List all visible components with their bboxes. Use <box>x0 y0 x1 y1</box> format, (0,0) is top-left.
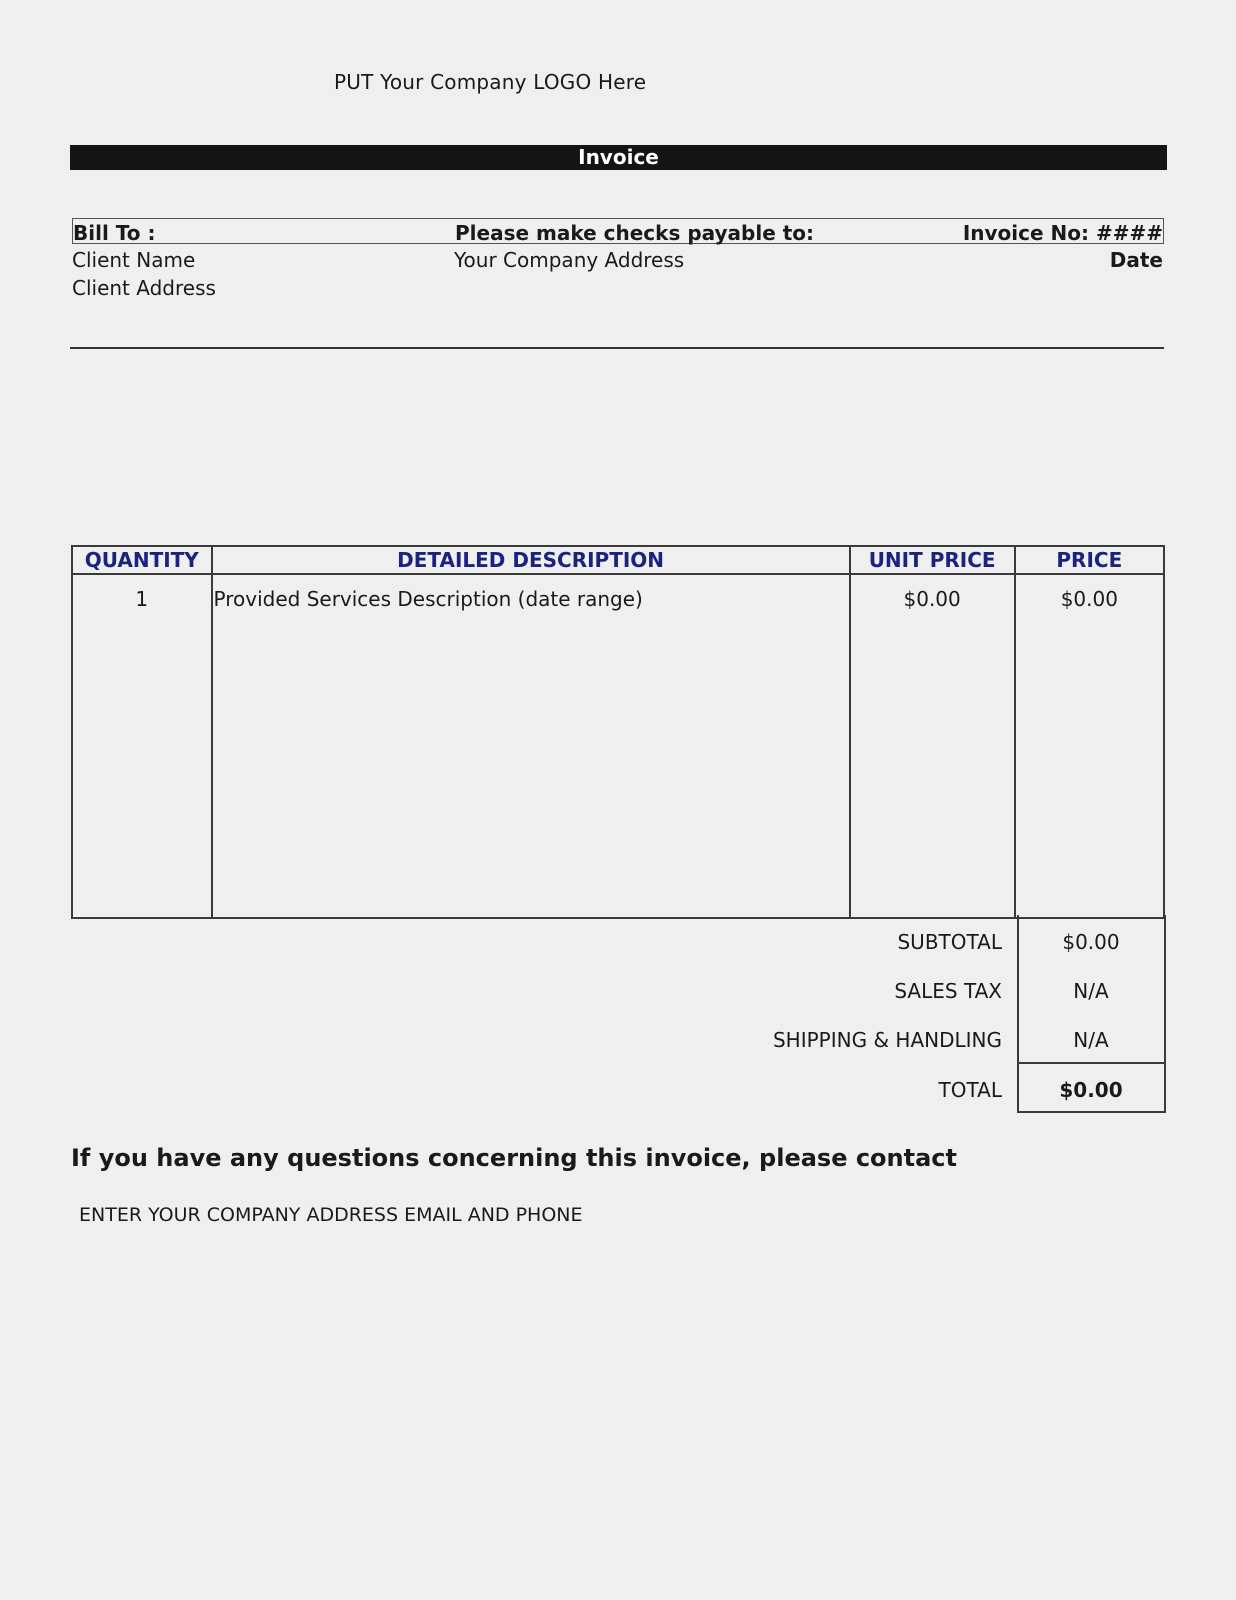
total-label: TOTAL <box>938 1078 1002 1102</box>
column-header-price: PRICE <box>1015 546 1164 574</box>
column-header-description: DETAILED DESCRIPTION <box>212 546 850 574</box>
shipping-label: SHIPPING & HANDLING <box>772 1028 1002 1052</box>
company-logo-placeholder: PUT Your Company LOGO Here <box>334 70 647 94</box>
bill-to-label: Bill To : <box>73 221 156 245</box>
date-label: Date <box>1109 248 1163 272</box>
table-header-row <box>72 546 1164 574</box>
column-header-unit-price: UNIT PRICE <box>850 546 1015 574</box>
item-description: Provided Services Description (date range) <box>212 574 850 918</box>
table-row <box>72 574 1164 918</box>
invoice-number-label: Invoice No: #### <box>962 221 1163 245</box>
sales-tax-value: N/A <box>1073 979 1109 1003</box>
contact-info: ENTER YOUR COMPANY ADDRESS EMAIL AND PHONE <box>79 1204 583 1226</box>
total-value: $0.00 <box>1059 1078 1123 1102</box>
questions-note: If you have any questions concerning this invoice, please contact <box>71 1144 957 1172</box>
shipping-value: N/A <box>1073 1028 1109 1052</box>
info-divider <box>70 347 1164 349</box>
subtotal-label: SUBTOTAL <box>897 930 1002 954</box>
item-price: $0.00 <box>1015 574 1164 918</box>
client-address: Client Address <box>72 276 216 300</box>
subtotal-value: $0.00 <box>1062 930 1120 954</box>
payable-to-label: Please make checks payable to: <box>455 221 815 245</box>
column-header-quantity: QUANTITY <box>72 546 212 574</box>
totals-separator <box>1017 1062 1164 1064</box>
client-name: Client Name <box>72 248 196 272</box>
item-unit-price: $0.00 <box>850 574 1015 918</box>
info-header-row <box>72 218 1164 244</box>
item-quantity: 1 <box>72 574 212 918</box>
line-items-table <box>71 545 1165 919</box>
sales-tax-label: SALES TAX <box>894 979 1002 1003</box>
invoice-title-bar: Invoice <box>70 145 1167 170</box>
company-address: Your Company Address <box>454 248 685 272</box>
